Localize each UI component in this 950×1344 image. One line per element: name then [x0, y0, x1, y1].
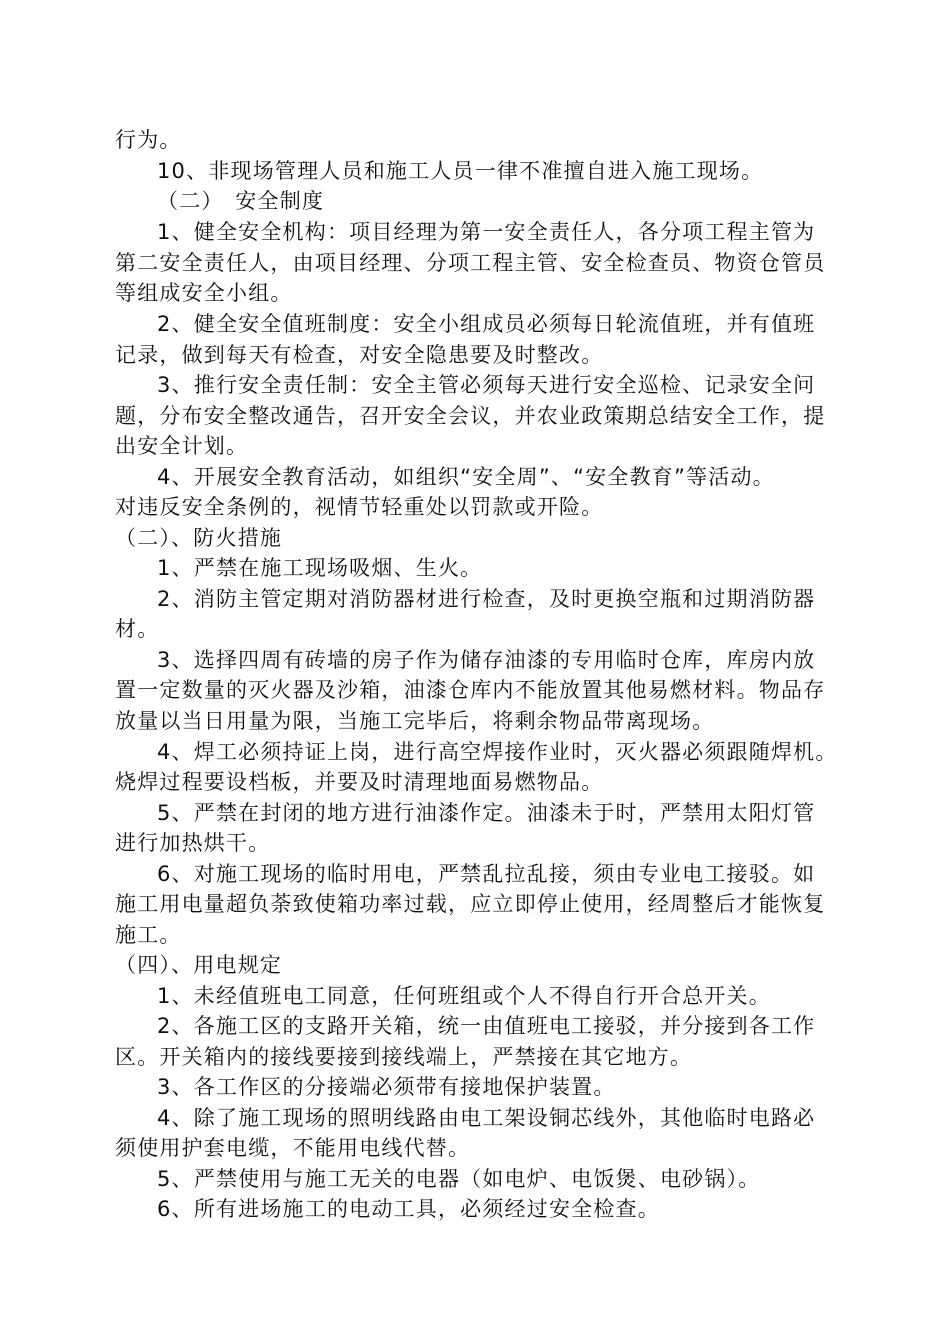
text-line: 烧焊过程要设档板，并要及时清理地面易燃物品。 [115, 770, 604, 794]
text-line: 2、健全安全值班制度：安全小组成员必须每日轮流值班，并有值班 [157, 312, 816, 336]
text-line: 3、推行安全责任制：安全主管必须每天进行安全巡检、记录安全问 [157, 373, 816, 397]
text-line: 材。 [115, 617, 160, 641]
text-line: 区。开关箱内的接线要接到接线端上，严禁接在其它地方。 [115, 1045, 693, 1069]
section-heading: （四）、用电规定 [115, 953, 283, 977]
text-line: 置一定数量的灭火器及沙箱，油漆仓库内不能放置其他易燃材料。物品存 [115, 678, 826, 702]
text-line: 1、未经值班电工同意，任何班组或个人不得自行开合总开关。 [157, 984, 771, 1008]
text-line: 1、健全安全机构：项目经理为第一安全责任人，各分项工程主管为 [157, 220, 816, 244]
text-line: 第二安全责任人，由项目经理、分项工程主管、安全检查员、物资仓管员 [115, 251, 826, 275]
text-line: 5、严禁在封闭的地方进行油漆作定。油漆未于时，严禁用太阳灯管 [157, 801, 816, 825]
text-line: 2、消防主管定期对消防器材进行检查，及时更换空瓶和过期消防器 [157, 587, 816, 611]
text-line: 5、严禁使用与施工无关的电器（如电炉、电饭煲、电砂锅）。 [157, 1167, 761, 1191]
text-line: 行为。 [115, 128, 182, 152]
text-line: 4、开展安全教育活动，如组织“安全周”、“安全教育”等活动。 [157, 465, 775, 489]
text-line: 3、各工作区的分接端必须带有接地保护装置。 [157, 1075, 616, 1099]
text-line: 对违反安全条例的，视情节轻重处以罚款或开险。 [115, 495, 604, 519]
text-line: 6、对施工现场的临时用电，严禁乱拉乱接，须由专业电工接驳。如 [157, 862, 816, 886]
text-line: 6、所有进场施工的电动工具，必须经过安全检查。 [157, 1197, 660, 1221]
text-line: 施工用电量超负荼致使箱功率过载，应立即停止使用，经周整后才能恢复 [115, 892, 826, 916]
text-line: 题，分布安全整改通告，召开安全会议，并农业政策期总结安全工作，提 [115, 404, 826, 428]
text-line: 出安全计划。 [115, 434, 249, 458]
text-line: 等组成安全小组。 [115, 281, 293, 305]
text-line: 进行加热烘干。 [115, 831, 271, 855]
text-line: 4、除了施工现场的照明线路由电工架设铜芯线外，其他临时电路必 [157, 1106, 816, 1130]
text-line: 放量以当日用量为限，当施工完毕后，将剩余物品带离现场。 [115, 709, 715, 733]
section-heading: （二）、防火措施 [115, 526, 283, 550]
text-line: 1、严禁在施工现场吸烟、生火。 [157, 556, 483, 580]
text-line: 须使用护套电缆，不能用电线代替。 [115, 1136, 471, 1160]
text-line: 3、选择四周有砖墙的房子作为储存油漆的专用临时仓库，库房内放 [157, 648, 816, 672]
text-line: 2、各施工区的支路开关箱，统一由值班电工接驳，并分接到各工作 [157, 1014, 816, 1038]
section-heading: （二） 安全制度 [157, 189, 325, 213]
text-line: 4、焊工必须持证上岗，进行高空焊接作业时，灭火器必须跟随焊机。 [157, 740, 838, 764]
text-line: 10、非现场管理人员和施工人员一律不准擅自进入施工现场。 [157, 159, 764, 183]
text-line: 施工。 [115, 923, 182, 947]
text-line: 记录，做到每天有检查，对安全隐患要及时整改。 [115, 343, 604, 367]
